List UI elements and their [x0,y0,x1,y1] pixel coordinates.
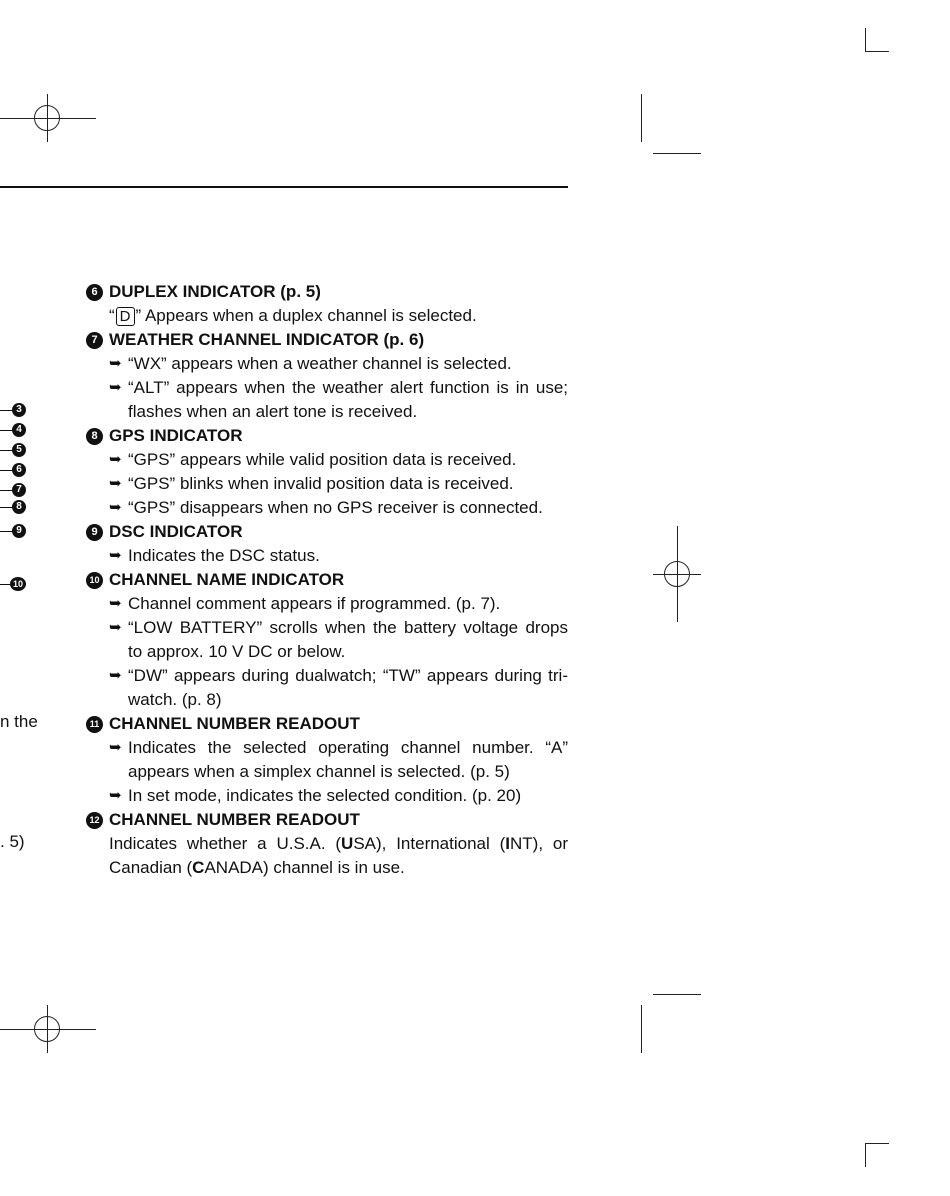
section-title: CHANNEL NUMBER READOUT [109,810,360,829]
section-heading [86,280,568,304]
bullet-text: “GPS” blinks when invalid position data is received. [128,474,514,493]
bullet-item [86,376,568,424]
section-number-badge: 12 [86,812,103,829]
callout-leader [0,463,26,477]
bullet-item [86,592,568,616]
callout-number: 9 [12,524,26,538]
arrow-bullet-icon: ➥ [109,547,122,564]
section-title: GPS INDICATOR [109,426,243,445]
section-number-badge: 11 [86,716,103,733]
arrow-bullet-icon: ➥ [109,619,122,636]
section-weather-channel-indicator [86,328,568,424]
section-title: CHANNEL NAME INDICATOR [109,570,345,589]
bullet-item [86,736,568,784]
callout-number: 8 [12,500,26,514]
callout-number: 3 [12,403,26,417]
bullet-text: “DW” appears during dualwatch; “TW” appears during tri-watch. (p. 8) [128,666,568,709]
text-run: Indicates whether a U.S.A. ( [109,834,342,853]
callout-number: 7 [12,483,26,497]
bullet-text: “WX” appears when a weather channel is selected. [128,354,512,373]
arrow-bullet-icon: ➥ [109,475,122,492]
bullet-text: Indicates the selected operating channel number. “A” appears when a simplex channel is selected. (p. 5) [128,738,568,781]
text-run: “ [109,306,115,325]
section-paragraph [86,832,568,880]
bullet-text: “GPS” disappears when no GPS receiver is connected. [128,498,543,517]
section-title: DSC INDICATOR [109,522,243,541]
callout-leader [0,524,26,538]
section-heading [86,808,568,832]
arrow-bullet-icon: ➥ [109,499,122,516]
arrow-bullet-icon: ➥ [109,355,122,372]
section-heading [86,712,568,736]
arrow-bullet-icon: ➥ [109,667,122,684]
bullet-text: Channel comment appears if programmed. (p. 7). [128,594,501,613]
bullet-text: “ALT” appears when the weather alert function is in use; flashes when an alert tone is received. [128,378,568,421]
callout-number: 4 [12,423,26,437]
section-title: WEATHER CHANNEL INDICATOR (p. 6) [109,330,425,349]
arrow-bullet-icon: ➥ [109,379,122,396]
callout-number: 6 [12,463,26,477]
section-gps-indicator [86,424,568,520]
bullet-item [86,784,568,808]
bold-letter: U [341,834,354,853]
section-number-badge: 7 [86,332,103,349]
callout-leader [0,423,26,437]
bold-letter: C [192,858,205,877]
section-heading [86,424,568,448]
callout-leader [0,483,26,497]
section-number-badge: 6 [86,284,103,301]
callout-leader [0,500,26,514]
header-rule [0,186,568,188]
arrow-bullet-icon: ➥ [109,595,122,612]
left-edge-text-fragment: n the [0,712,38,731]
left-edge-text-fragment: . 5) [0,832,25,851]
section-number-badge: 9 [86,524,103,541]
section-number-badge: 10 [86,572,103,589]
callout-leader [0,443,26,457]
bullet-text: Indicates the DSC status. [128,546,320,565]
bullet-item [86,352,568,376]
bullet-item [86,496,568,520]
text-run: SA), International ( [353,834,506,853]
section-dsc-indicator [86,520,568,568]
section-channel-group-readout [86,808,568,880]
section-heading [86,520,568,544]
callout-number: 5 [12,443,26,457]
arrow-bullet-icon: ➥ [109,739,122,756]
arrow-bullet-icon: ➥ [109,787,122,804]
section-channel-number-readout [86,712,568,808]
bullet-item [86,472,568,496]
callout-leader [0,577,28,591]
bullet-item [86,544,568,568]
section-title: CHANNEL NUMBER READOUT [109,714,360,733]
bullet-item [86,616,568,664]
bullet-text: In set mode, indicates the selected condition. (p. 20) [128,786,522,805]
callout-leader [0,403,26,417]
bullet-item [86,448,568,472]
section-heading [86,328,568,352]
arrow-bullet-icon: ➥ [109,451,122,468]
section-heading [86,568,568,592]
callout-number: 10 [10,577,26,591]
indicator-descriptions [86,280,568,880]
text-run: NT), or Canadian ( [109,834,568,877]
bullet-text: “GPS” appears while valid position data is received. [128,450,517,469]
section-title: DUPLEX INDICATOR (p. 5) [109,282,321,301]
bullet-text: “LOW BATTERY” scrolls when the battery voltage drops to approx. 10 V DC or below. [128,618,568,661]
text-run: ANADA) channel is in use. [204,858,405,877]
section-channel-name-indicator [86,568,568,712]
bold-letter: I [505,834,510,853]
section-duplex-indicator [86,280,568,328]
text-run: ” Appears when a duplex channel is selected. [135,306,477,325]
bullet-item [86,664,568,712]
duplex-d-symbol: D [116,307,135,326]
section-number-badge: 8 [86,428,103,445]
section-paragraph [86,304,568,328]
